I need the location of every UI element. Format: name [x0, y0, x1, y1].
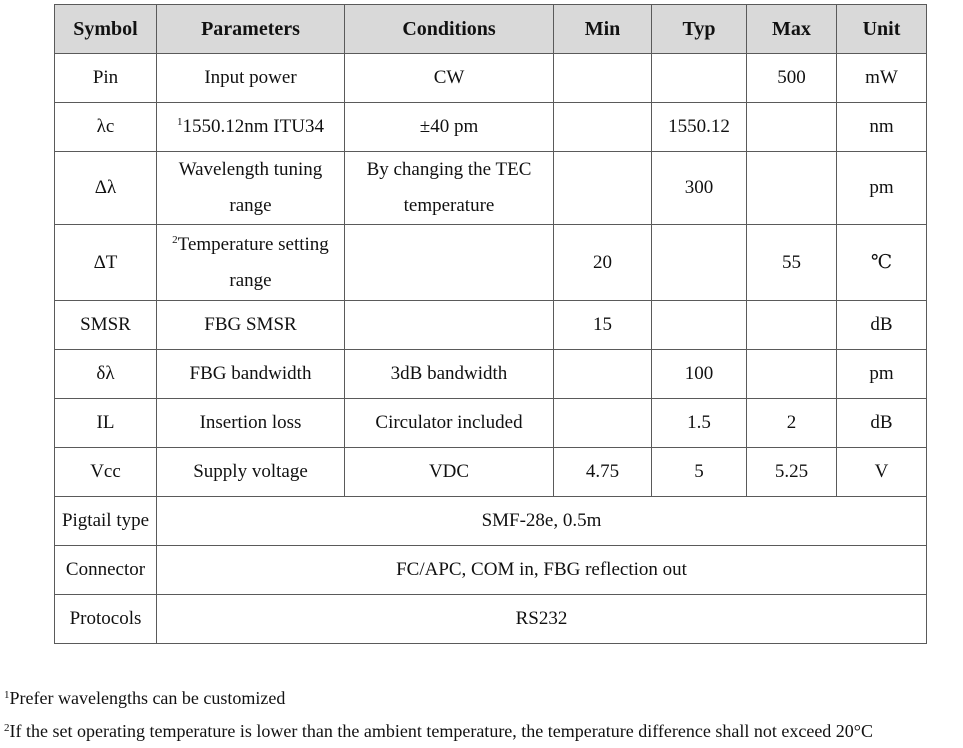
cell-symbol: ΔT [55, 225, 157, 301]
cell-span-label: Connector [55, 546, 157, 595]
cell-min: 20 [554, 225, 652, 301]
cell-parameter: Insertion loss [157, 399, 345, 448]
footnote-text: Prefer wavelengths can be customized [9, 688, 286, 708]
cell-symbol: Pin [55, 54, 157, 103]
cell-condition: Circulator included [345, 399, 554, 448]
cell-symbol: Vcc [55, 448, 157, 497]
cell-parameter: FBG SMSR [157, 301, 345, 350]
cell-typ: 1.5 [652, 399, 747, 448]
cell-typ: 300 [652, 152, 747, 225]
header-symbol: Symbol [55, 5, 157, 54]
cell-span-value: FC/APC, COM in, FBG reflection out [157, 546, 927, 595]
cell-unit: mW [837, 54, 927, 103]
header-typ: Typ [652, 5, 747, 54]
cell-symbol: Δλ [55, 152, 157, 225]
table-row-span [55, 497, 927, 546]
table-row [55, 301, 927, 350]
cell-symbol: SMSR [55, 301, 157, 350]
cell-condition: 3dB bandwidth [345, 350, 554, 399]
header-min: Min [554, 5, 652, 54]
cell-max [747, 103, 837, 152]
table-row-span [55, 595, 927, 644]
cell-parameter [157, 103, 345, 152]
cell-condition [345, 301, 554, 350]
cell-typ [652, 54, 747, 103]
specifications-table [54, 4, 927, 644]
cell-unit: pm [837, 350, 927, 399]
cell-unit: dB [837, 399, 927, 448]
footnote-2 [4, 715, 873, 748]
footnote-mark: 2 [172, 233, 178, 246]
table-row [55, 448, 927, 497]
footnote-text: If the set operating temperature is lower than the ambient temperature, the temperature difference shall not exceed 20°C [9, 721, 874, 741]
cell-parameter: Wavelength tuning range [157, 152, 345, 225]
table-row [55, 54, 927, 103]
table-row [55, 225, 927, 301]
cell-span-label: Pigtail type [55, 497, 157, 546]
header-parameters: Parameters [157, 5, 345, 54]
cell-condition: CW [345, 54, 554, 103]
header-unit: Unit [837, 5, 927, 54]
cell-unit: ℃ [837, 225, 927, 301]
table-row [55, 103, 927, 152]
cell-max [747, 301, 837, 350]
cell-parameter: Input power [157, 54, 345, 103]
cell-unit: dB [837, 301, 927, 350]
cell-min [554, 152, 652, 225]
cell-parameter: Supply voltage [157, 448, 345, 497]
cell-min [554, 350, 652, 399]
cell-condition: ±40 pm [345, 103, 554, 152]
cell-max [747, 350, 837, 399]
cell-span-value: RS232 [157, 595, 927, 644]
footnote-mark: 1 [177, 116, 183, 128]
cell-parameter-text: Temperature setting range [177, 233, 329, 291]
table-row [55, 350, 927, 399]
cell-condition: By changing the TEC temperature [345, 152, 554, 225]
cell-min: 15 [554, 301, 652, 350]
cell-min: 4.75 [554, 448, 652, 497]
cell-span-label: Protocols [55, 595, 157, 644]
cell-symbol: λc [55, 103, 157, 152]
cell-min [554, 103, 652, 152]
cell-max: 5.25 [747, 448, 837, 497]
cell-max [747, 152, 837, 225]
header-conditions: Conditions [345, 5, 554, 54]
cell-typ: 1550.12 [652, 103, 747, 152]
cell-span-value: SMF-28e, 0.5m [157, 497, 927, 546]
cell-min [554, 54, 652, 103]
footnote-1 [4, 682, 873, 715]
footnotes [4, 682, 873, 748]
cell-unit: nm [837, 103, 927, 152]
cell-min [554, 399, 652, 448]
footnote-mark: 2 [4, 722, 10, 734]
header-max: Max [747, 5, 837, 54]
cell-parameter-text: 1550.12nm ITU34 [182, 116, 324, 137]
cell-max: 500 [747, 54, 837, 103]
cell-unit: V [837, 448, 927, 497]
cell-condition: VDC [345, 448, 554, 497]
table-row-span [55, 546, 927, 595]
cell-parameter: FBG bandwidth [157, 350, 345, 399]
header-row [55, 5, 927, 54]
cell-typ [652, 301, 747, 350]
cell-parameter [157, 225, 345, 301]
footnote-mark: 1 [4, 689, 10, 701]
table-row [55, 399, 927, 448]
cell-max: 2 [747, 399, 837, 448]
cell-symbol: IL [55, 399, 157, 448]
cell-typ: 100 [652, 350, 747, 399]
cell-symbol: δλ [55, 350, 157, 399]
table-row [55, 152, 927, 225]
cell-typ [652, 225, 747, 301]
cell-max: 55 [747, 225, 837, 301]
cell-unit: pm [837, 152, 927, 225]
cell-condition [345, 225, 554, 301]
cell-typ: 5 [652, 448, 747, 497]
